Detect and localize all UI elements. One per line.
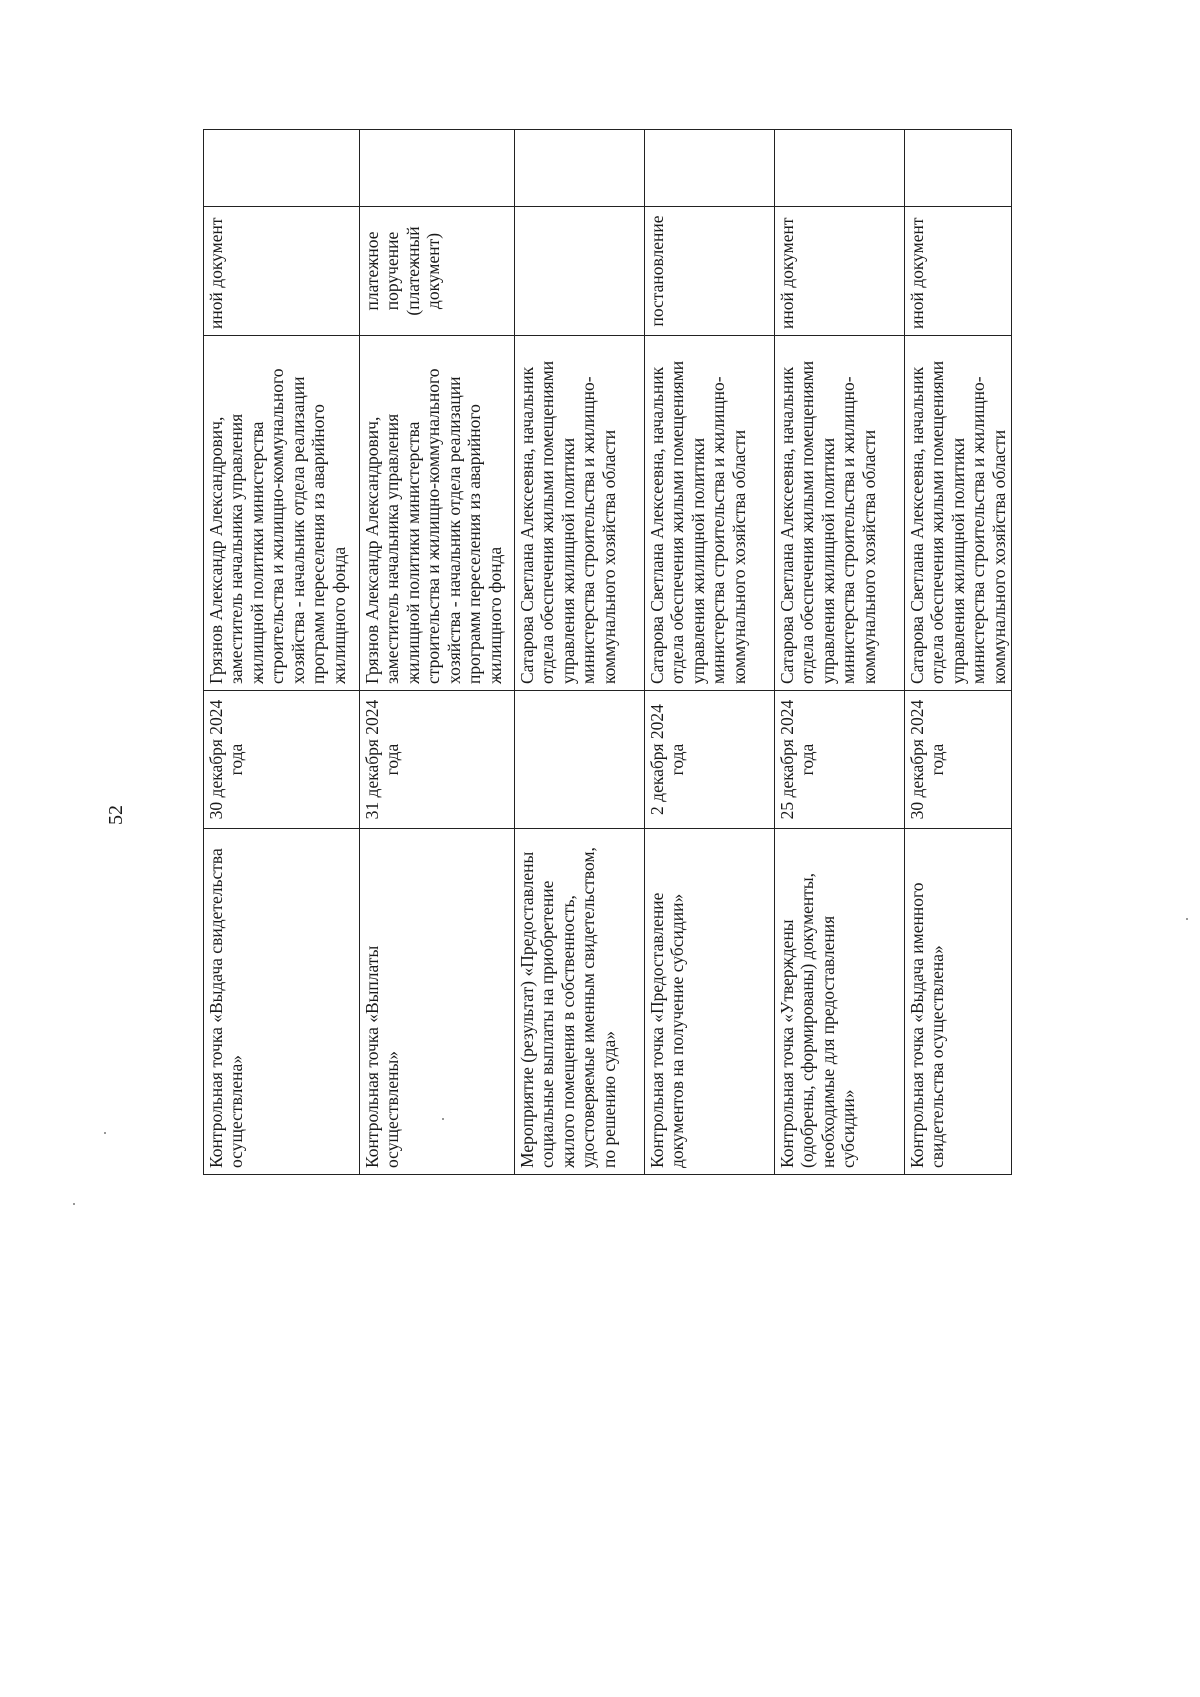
table-row bbox=[204, 130, 360, 1175]
info-system-cell bbox=[645, 130, 775, 207]
scan-speck bbox=[104, 1132, 106, 1134]
table-row bbox=[360, 130, 515, 1175]
info-system-cell bbox=[360, 130, 515, 207]
document-type-cell: иной документ bbox=[204, 207, 360, 336]
document-type-cell: иной документ bbox=[775, 207, 905, 336]
responsible-cell: Сатарова Светлана Алексеевна, начальник отдела обеспечения жилыми помещениями управления жилищной политики министерства строительства и жилищно-коммунального хозяйства области bbox=[645, 336, 775, 691]
responsible-cell: Грязнов Александр Александрович, заместитель начальника управления жилищной политики министерства строительства и жилищно-коммунального хозяйства - начальник отдела реализации программ переселения из аварийного жилищного фонда bbox=[204, 336, 360, 691]
event-name-cell: Мероприятие (результат) «Предоставлены социальные выплаты на приобретение жилого помещения в собственность, удостоверяемые именным свидетельством, по решению суда» bbox=[515, 829, 645, 1175]
control-points-table bbox=[203, 129, 1012, 1175]
document-type-cell bbox=[515, 207, 645, 336]
table-row bbox=[645, 130, 775, 1175]
document-type-cell: постановление bbox=[645, 207, 775, 336]
deadline-cell: 25 декабря 2024 года bbox=[775, 691, 905, 829]
page-number: 52 bbox=[105, 805, 127, 825]
responsible-cell: Сатарова Светлана Алексеевна, начальник отдела обеспечения жилыми помещениями управления жилищной политики министерства строительства и жилищно-коммунального хозяйства области bbox=[905, 336, 1012, 691]
info-system-cell bbox=[905, 130, 1012, 207]
table-row bbox=[775, 130, 905, 1175]
table-row bbox=[905, 130, 1012, 1175]
table-row bbox=[515, 130, 645, 1175]
info-system-cell bbox=[204, 130, 360, 207]
info-system-cell bbox=[515, 130, 645, 207]
scan-speck bbox=[73, 1203, 75, 1205]
event-name-cell: Контрольная точка «Утверждены (одобрены, сформированы) документы, необходимые для предоставления субсидии» bbox=[775, 829, 905, 1175]
deadline-cell: 30 декабря 2024 года bbox=[204, 691, 360, 829]
deadline-cell: 30 декабря 2024 года bbox=[905, 691, 1012, 829]
responsible-cell: Сатарова Светлана Алексеевна, начальник отдела обеспечения жилыми помещениями управления жилищной политики министерства строительства и жилищно-коммунального хозяйства области bbox=[775, 336, 905, 691]
event-name-cell: Контрольная точка «Выдача именного свидетельства осуществлена» bbox=[905, 829, 1012, 1175]
scan-speck bbox=[1186, 918, 1188, 920]
document-type-cell: иной документ bbox=[905, 207, 1012, 336]
scan-speck bbox=[442, 1118, 444, 1120]
event-name-cell: Контрольная точка «Выплаты осуществлены» bbox=[360, 829, 515, 1175]
responsible-cell: Сатарова Светлана Алексеевна, начальник отдела обеспечения жилыми помещениями управления жилищной политики министерства строительства и жилищно-коммунального хозяйства области bbox=[515, 336, 645, 691]
rotated-table-wrapper bbox=[203, 130, 1009, 1175]
document-type-cell: платежное поручение (платежный документ) bbox=[360, 207, 515, 336]
info-system-cell bbox=[775, 130, 905, 207]
event-name-cell: Контрольная точка «Предоставление документов на получение субсидии» bbox=[645, 829, 775, 1175]
event-name-cell: Контрольная точка «Выдача свидетельства осуществлена» bbox=[204, 829, 360, 1175]
deadline-cell: 2 декабря 2024 года bbox=[645, 691, 775, 829]
responsible-cell: Грязнов Александр Александрович, заместитель начальника управления жилищной политики министерства строительства и жилищно-коммунального хозяйства - начальник отдела реализации программ переселения из аварийного жилищного фонда bbox=[360, 336, 515, 691]
deadline-cell: 31 декабря 2024 года bbox=[360, 691, 515, 829]
deadline-cell bbox=[515, 691, 645, 829]
